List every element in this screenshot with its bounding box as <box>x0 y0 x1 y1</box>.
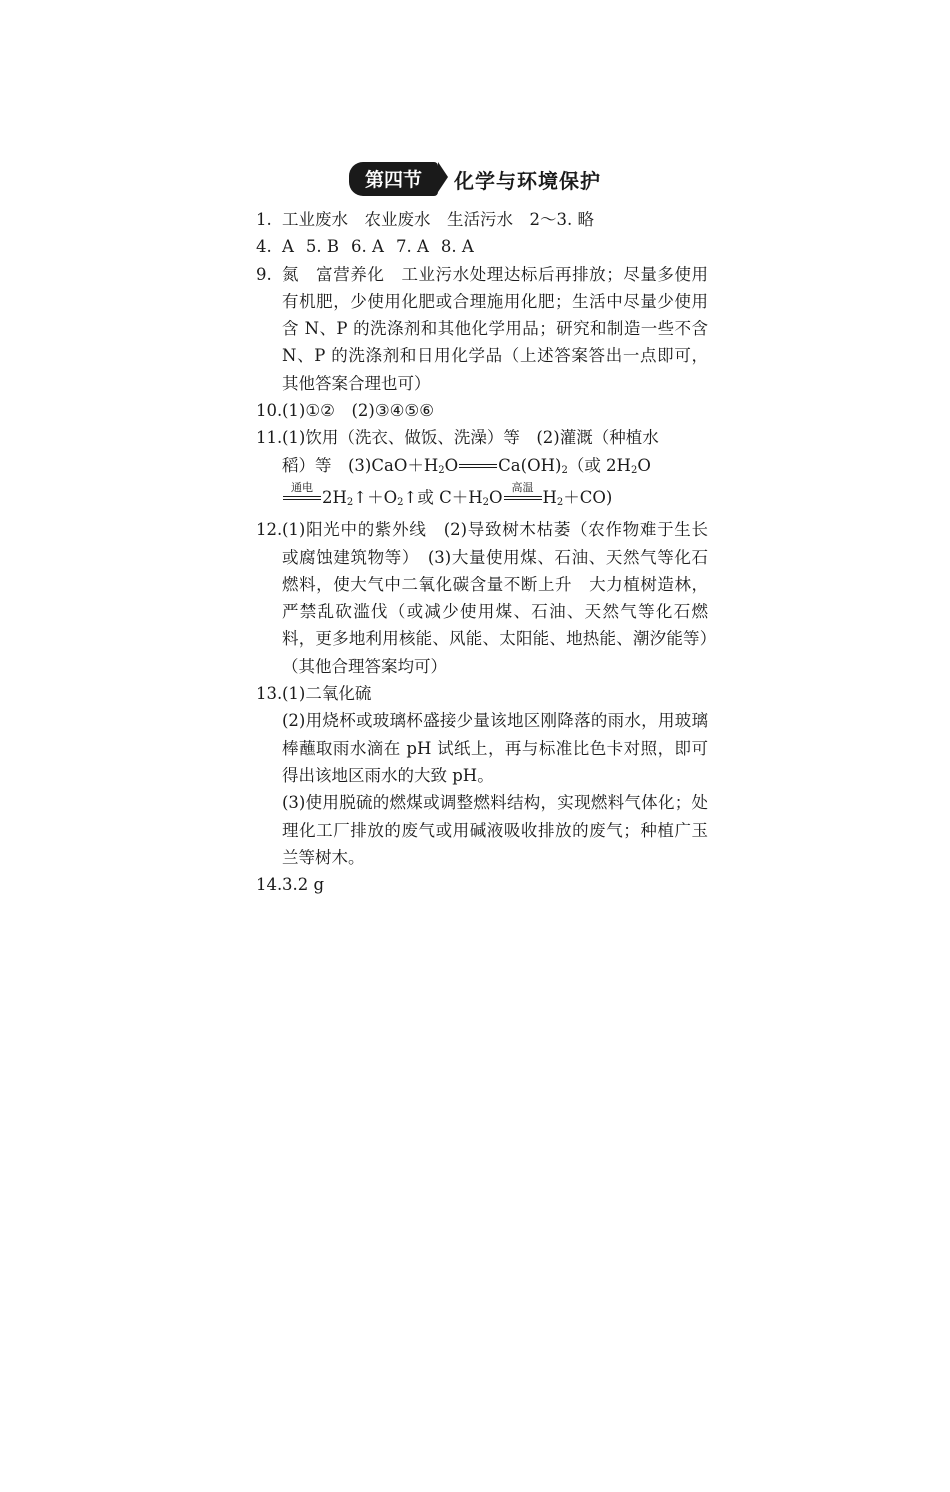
equals-sign <box>459 464 497 468</box>
equation-part: 2H <box>322 487 347 507</box>
answer-number: 1. <box>256 210 272 229</box>
subscript: 2 <box>346 496 354 508</box>
equation-part: ↑或 C＋H <box>403 487 483 507</box>
subscript: 2 <box>630 464 638 476</box>
answer-9 <box>256 261 708 397</box>
equation-part: ＋CO) <box>563 487 613 507</box>
answer-text: (1)①② (2)③④⑤⑥ <box>282 401 434 421</box>
answer-12 <box>256 516 708 680</box>
subscript: 2 <box>482 496 489 508</box>
answer-part-3: (3)使用脱硫的燃煤或调整燃料结构，实现燃料气体化；处理化工厂排放的废气或用碱液吸收排放的废气；种植广玉兰等树木。 <box>282 793 708 867</box>
answer-13 <box>256 680 708 871</box>
section-badge: 第四节 <box>349 162 438 196</box>
equation-part: O <box>444 455 459 475</box>
subscript: 2 <box>556 496 564 508</box>
subscript: 2 <box>397 496 404 508</box>
answer-number: 13. <box>256 684 283 704</box>
answer-number: 10. <box>256 401 283 421</box>
answer-equation-line <box>282 452 708 484</box>
reaction-condition: 高温 <box>511 481 534 495</box>
answer-number: 12. <box>256 520 283 540</box>
answer-text: (1)阳光中的紫外线 (2)导致树木枯萎（农作物难于生长或腐蚀建筑物等） (3)大量使用煤、石油、天然气等化石燃料，使大气中二氧化碳含量不断上升 大力植树造林，严禁乱砍滥伐（或减少使用煤、石油、天然气等化石燃料，更多地利用核能、风能、太阳能、地热能、潮汐能等）（其他合理答案均可） <box>282 520 708 676</box>
answer-number: 14. <box>256 875 283 895</box>
answer-part-2: (2)用烧杯或玻璃杯盛接少量该地区刚降落的雨水，用玻璃棒蘸取雨水滴在 pH 试纸上，再与标准比色卡对照，即可得出该地区雨水的大致 pH。 <box>282 711 708 785</box>
equation-part: O <box>488 487 503 507</box>
section-heading <box>0 162 950 196</box>
answer-choice: 6. A <box>351 237 384 257</box>
answer-text: 氮 富营养化 工业污水处理达标后再排放；尽量多使用有机肥，少使用化肥或合理施用化肥；生活中尽量少使用含 N、P 的洗涤剂和其他化学用品；研究和制造一些不含 N、P 的洗涤剂和日用化学品（上述答案答出一点即可，其他答案合理也可） <box>282 264 708 393</box>
answer-14 <box>256 871 708 898</box>
equals-sign-condition <box>504 481 542 500</box>
equation-part: O <box>637 455 651 475</box>
answer-choice: 5. B <box>305 237 340 257</box>
answer-line: (1)饮用（洗衣、做饭、洗澡）等 (2)灌溉（种植水 <box>282 428 659 448</box>
answer-text: 3.2 g <box>282 875 325 895</box>
answer-choice: 7. A <box>395 237 429 257</box>
equation-part: ↑＋O <box>353 487 398 507</box>
subscript: 2 <box>438 464 445 476</box>
answer-1 <box>256 206 708 233</box>
reaction-condition: 通电 <box>291 481 313 495</box>
equation-part: H <box>542 487 557 507</box>
answer-text: 工业废水 农业废水 生活污水 2～3. 略 <box>282 210 594 229</box>
answer-4-8 <box>256 233 708 260</box>
answer-part-1: (1)二氧化硫 <box>282 684 372 704</box>
answer-10 <box>256 397 708 424</box>
answer-choice: 8. A <box>440 237 474 257</box>
answer-number: 11. <box>256 428 283 448</box>
equals-sign-condition <box>283 481 321 500</box>
subscript: 2 <box>561 464 568 476</box>
equation-part: （或 2H <box>567 455 631 475</box>
answer-list <box>256 206 708 898</box>
answer-number: 4. <box>256 237 272 257</box>
answer-number: 9. <box>256 264 272 284</box>
section-title: 化学与环境保护 <box>454 168 601 193</box>
equation-part: Ca(OH) <box>498 455 562 475</box>
answer-choice: A <box>282 237 294 257</box>
answer-equation-line <box>282 481 708 516</box>
equation-part: 稻）等 (3)CaO＋H <box>282 455 439 475</box>
answer-11 <box>256 424 708 516</box>
